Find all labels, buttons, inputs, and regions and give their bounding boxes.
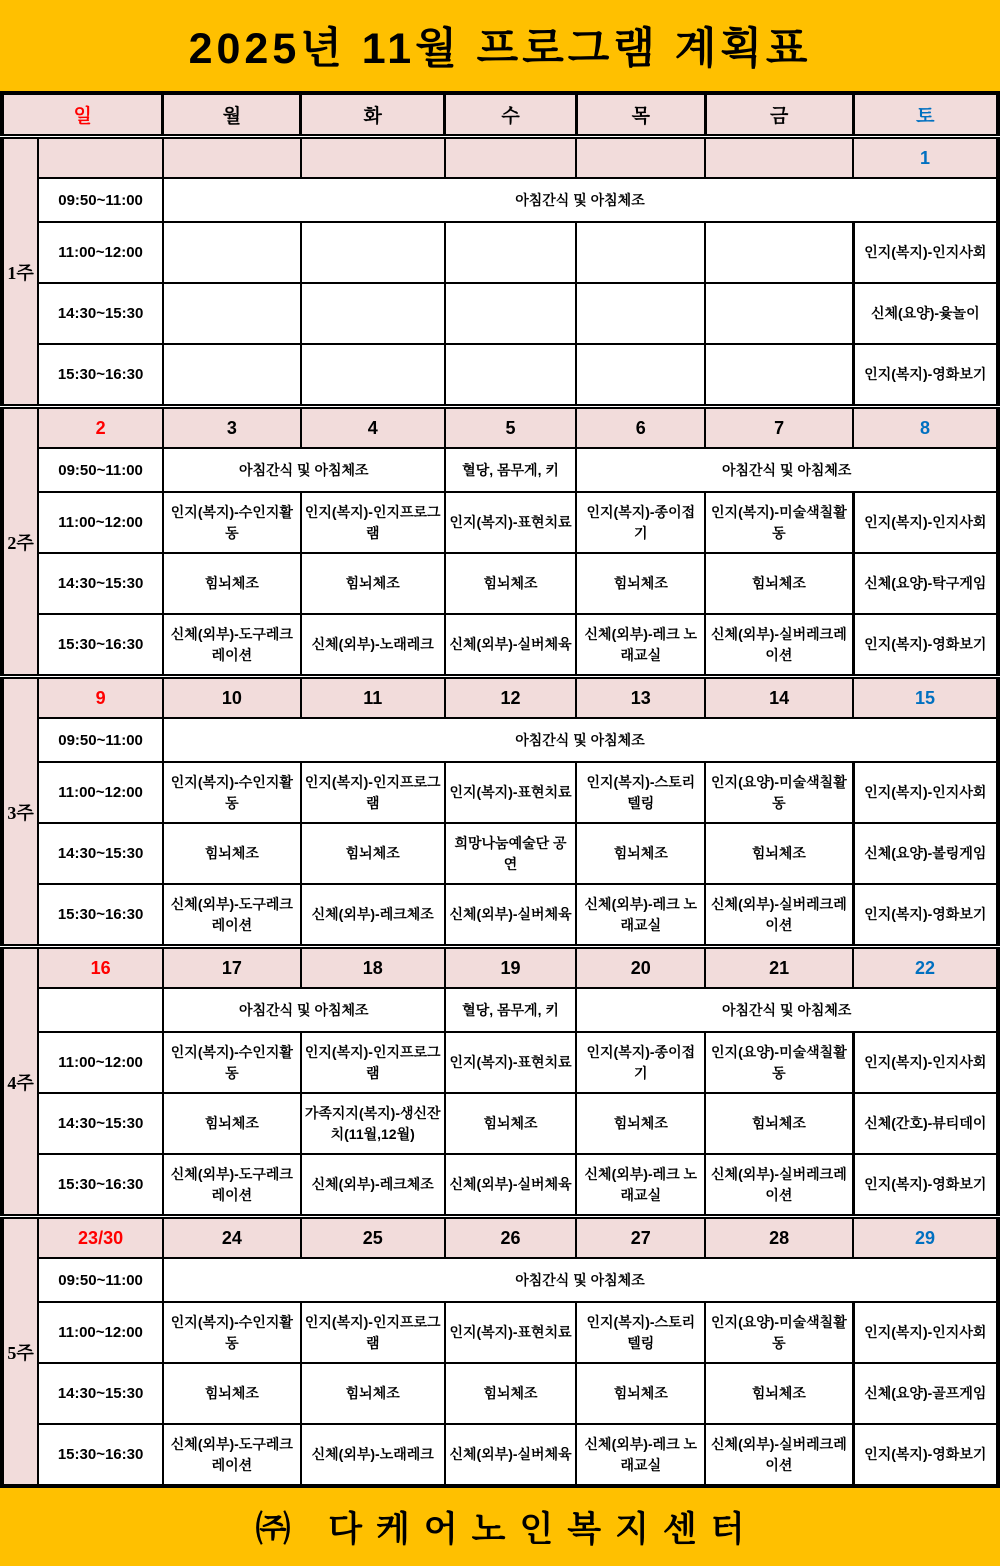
week-label: 5주 xyxy=(2,1217,38,1487)
activity-cell: 신체(외부)-노래레크 xyxy=(301,1424,445,1486)
date-cell: 23/30 xyxy=(38,1217,163,1259)
date-cell: 25 xyxy=(301,1217,445,1259)
time-cell: 15:30~16:30 xyxy=(38,884,163,947)
activity-cell: 신체(외부)-도구레크레이션 xyxy=(163,614,301,677)
activity-cell: 신체(외부)-도구레크레이션 xyxy=(163,884,301,947)
week-block-2 xyxy=(2,407,998,677)
activity-cell xyxy=(163,222,301,283)
date-cell: 6 xyxy=(576,407,705,449)
time-cell xyxy=(38,988,163,1032)
activity-cell xyxy=(301,344,445,407)
activity-cell: 힘뇌체조 xyxy=(445,1093,577,1154)
activity-cell: 인지(요양)-미술색칠활동 xyxy=(705,1032,853,1093)
activity-cell: 인지(복지)-미술색칠활동 xyxy=(705,492,853,553)
activity-cell: 신체(외부)-노래레크 xyxy=(301,614,445,677)
time-cell: 11:00~12:00 xyxy=(38,492,163,553)
activity-cell: 신체(외부)-실버체육 xyxy=(445,614,577,677)
week-block-1 xyxy=(2,137,998,407)
time-cell: 09:50~11:00 xyxy=(38,718,163,762)
activity-cell: 신체(요양)-볼링게임 xyxy=(853,823,998,884)
activity-cell xyxy=(576,344,705,407)
activity-cell: 인지(복지)-종이접기 xyxy=(576,492,705,553)
activity-cell: 힘뇌체조 xyxy=(576,1363,705,1424)
activity-cell: 인지(복지)-스토리텔링 xyxy=(576,762,705,823)
activity-cell: 인지(복지)-영화보기 xyxy=(853,344,998,407)
activity-cell: 힘뇌체조 xyxy=(301,823,445,884)
activity-cell xyxy=(301,222,445,283)
date-cell: 21 xyxy=(705,947,853,989)
activity-cell: 인지(복지)-인지사회 xyxy=(853,1032,998,1093)
date-cell: 15 xyxy=(853,677,998,719)
activity-cell: 인지(요양)-미술색칠활동 xyxy=(705,1302,853,1363)
activity-cell: 신체(외부)-레크 노래교실 xyxy=(576,614,705,677)
activity-cell: 신체(외부)-실버레크레이션 xyxy=(705,884,853,947)
activity-cell: 힘뇌체조 xyxy=(705,1093,853,1154)
activity-cell: 힘뇌체조 xyxy=(576,553,705,614)
activity-row xyxy=(2,1093,998,1154)
activity-cell: 힘뇌체조 xyxy=(705,1363,853,1424)
date-cell xyxy=(445,137,577,179)
activity-row xyxy=(2,1363,998,1424)
weekday-header-thu: 목 xyxy=(576,93,705,137)
date-cell: 22 xyxy=(853,947,998,989)
date-cell: 19 xyxy=(445,947,577,989)
morning-row xyxy=(2,178,998,222)
activity-cell: 인지(복지)-표현치료 xyxy=(445,1032,577,1093)
activity-cell: 힘뇌체조 xyxy=(163,823,301,884)
time-cell: 14:30~15:30 xyxy=(38,1093,163,1154)
morning-row xyxy=(2,988,998,1032)
date-cell: 10 xyxy=(163,677,301,719)
activity-cell: 힘뇌체조 xyxy=(163,553,301,614)
activity-cell: 아침간식 및 아침체조 xyxy=(163,448,445,492)
date-cell xyxy=(163,137,301,179)
activity-cell: 혈당, 몸무게, 키 xyxy=(445,448,577,492)
time-cell: 15:30~16:30 xyxy=(38,344,163,407)
activity-cell: 인지(복지)-영화보기 xyxy=(853,1154,998,1217)
activity-row xyxy=(2,1302,998,1363)
activity-cell: 인지(복지)-스토리텔링 xyxy=(576,1302,705,1363)
activity-row xyxy=(2,823,998,884)
weekday-header-row xyxy=(2,93,998,137)
activity-cell: 인지(복지)-수인지활동 xyxy=(163,492,301,553)
activity-row xyxy=(2,222,998,283)
time-cell: 09:50~11:00 xyxy=(38,1258,163,1302)
date-cell: 9 xyxy=(38,677,163,719)
time-cell: 11:00~12:00 xyxy=(38,762,163,823)
activity-row xyxy=(2,1424,998,1486)
activity-cell: 힘뇌체조 xyxy=(576,823,705,884)
morning-row xyxy=(2,1258,998,1302)
activity-cell xyxy=(301,283,445,344)
activity-cell: 신체(요양)-윷놀이 xyxy=(853,283,998,344)
date-cell: 26 xyxy=(445,1217,577,1259)
date-cell: 5 xyxy=(445,407,577,449)
activity-cell: 인지(복지)-인지프로그램 xyxy=(301,492,445,553)
week-label: 2주 xyxy=(2,407,38,677)
activity-cell xyxy=(163,344,301,407)
date-cell: 17 xyxy=(163,947,301,989)
activity-cell: 아침간식 및 아침체조 xyxy=(576,988,998,1032)
activity-cell: 힘뇌체조 xyxy=(163,1363,301,1424)
date-cell xyxy=(576,137,705,179)
activity-cell xyxy=(705,344,853,407)
activity-cell xyxy=(445,283,577,344)
week-label: 3주 xyxy=(2,677,38,947)
date-cell: 4 xyxy=(301,407,445,449)
week-block-5 xyxy=(2,1217,998,1487)
activity-row xyxy=(2,553,998,614)
activity-cell: 힘뇌체조 xyxy=(301,1363,445,1424)
activity-cell: 인지(복지)-인지사회 xyxy=(853,762,998,823)
date-row xyxy=(2,947,998,989)
date-cell xyxy=(301,137,445,179)
activity-cell: 인지(복지)-표현치료 xyxy=(445,762,577,823)
date-cell: 27 xyxy=(576,1217,705,1259)
activity-cell: 아침간식 및 아침체조 xyxy=(163,178,998,222)
activity-row xyxy=(2,283,998,344)
center-name: ㈜ 다케어노인복지센터 xyxy=(255,1510,759,1549)
activity-cell: 신체(외부)-레크체조 xyxy=(301,1154,445,1217)
activity-cell: 인지(복지)-인지프로그램 xyxy=(301,1032,445,1093)
activity-cell: 힘뇌체조 xyxy=(705,553,853,614)
date-cell: 3 xyxy=(163,407,301,449)
activity-row xyxy=(2,1032,998,1093)
weekday-header-tue: 화 xyxy=(301,93,445,137)
activity-cell: 인지(복지)-영화보기 xyxy=(853,884,998,947)
activity-cell: 신체(외부)-실버체육 xyxy=(445,1424,577,1486)
date-cell: 2 xyxy=(38,407,163,449)
date-cell: 7 xyxy=(705,407,853,449)
activity-cell: 인지(복지)-표현치료 xyxy=(445,1302,577,1363)
activity-cell: 인지(복지)-종이접기 xyxy=(576,1032,705,1093)
activity-cell: 인지(복지)-인지사회 xyxy=(853,222,998,283)
activity-cell: 아침간식 및 아침체조 xyxy=(163,718,998,762)
activity-row xyxy=(2,884,998,947)
time-cell: 15:30~16:30 xyxy=(38,1424,163,1486)
activity-cell: 인지(복지)-수인지활동 xyxy=(163,762,301,823)
time-cell: 15:30~16:30 xyxy=(38,614,163,677)
activity-cell xyxy=(445,344,577,407)
week-label: 4주 xyxy=(2,947,38,1217)
activity-cell xyxy=(163,283,301,344)
weekday-header-mon: 월 xyxy=(163,93,301,137)
activity-cell xyxy=(576,283,705,344)
activity-cell: 아침간식 및 아침체조 xyxy=(576,448,998,492)
activity-cell: 아침간식 및 아침체조 xyxy=(163,988,445,1032)
weekday-header-wed: 수 xyxy=(445,93,577,137)
date-cell: 12 xyxy=(445,677,577,719)
activity-cell: 신체(외부)-레크 노래교실 xyxy=(576,884,705,947)
activity-cell: 신체(외부)-도구레크레이션 xyxy=(163,1154,301,1217)
date-cell: 29 xyxy=(853,1217,998,1259)
date-cell: 20 xyxy=(576,947,705,989)
activity-cell: 힘뇌체조 xyxy=(301,553,445,614)
activity-cell: 인지(복지)-영화보기 xyxy=(853,614,998,677)
date-cell: 14 xyxy=(705,677,853,719)
activity-cell: 혈당, 몸무게, 키 xyxy=(445,988,577,1032)
activity-cell: 희망나눔예술단 공연 xyxy=(445,823,577,884)
date-cell: 8 xyxy=(853,407,998,449)
activity-cell: 인지(복지)-수인지활동 xyxy=(163,1032,301,1093)
activity-cell: 인지(요양)-미술색칠활동 xyxy=(705,762,853,823)
activity-cell: 인지(복지)-표현치료 xyxy=(445,492,577,553)
time-cell: 14:30~15:30 xyxy=(38,1363,163,1424)
page-title: 2025년 11월 프로그램 계획표 xyxy=(188,25,812,73)
activity-cell: 신체(외부)-실버레크레이션 xyxy=(705,614,853,677)
time-cell: 11:00~12:00 xyxy=(38,1302,163,1363)
date-row xyxy=(2,1217,998,1259)
date-cell xyxy=(705,137,853,179)
date-cell: 16 xyxy=(38,947,163,989)
morning-row xyxy=(2,718,998,762)
activity-row xyxy=(2,1154,998,1217)
activity-cell: 인지(복지)-영화보기 xyxy=(853,1424,998,1486)
activity-cell: 신체(외부)-도구레크레이션 xyxy=(163,1424,301,1486)
activity-cell: 인지(복지)-수인지활동 xyxy=(163,1302,301,1363)
date-cell xyxy=(38,137,163,179)
activity-cell: 인지(복지)-인지프로그램 xyxy=(301,762,445,823)
activity-cell: 신체(외부)-레크 노래교실 xyxy=(576,1424,705,1486)
activity-cell: 신체(간호)-뷰티데이 xyxy=(853,1093,998,1154)
time-cell: 09:50~11:00 xyxy=(38,178,163,222)
activity-cell: 인지(복지)-인지사회 xyxy=(853,492,998,553)
activity-row xyxy=(2,762,998,823)
activity-cell xyxy=(705,222,853,283)
date-cell: 1 xyxy=(853,137,998,179)
date-cell: 24 xyxy=(163,1217,301,1259)
activity-cell: 힘뇌체조 xyxy=(445,1363,577,1424)
activity-cell: 인지(복지)-인지사회 xyxy=(853,1302,998,1363)
activity-cell xyxy=(576,222,705,283)
activity-row xyxy=(2,344,998,407)
date-cell: 11 xyxy=(301,677,445,719)
activity-cell: 아침간식 및 아침체조 xyxy=(163,1258,998,1302)
time-cell: 15:30~16:30 xyxy=(38,1154,163,1217)
activity-row xyxy=(2,614,998,677)
activity-cell: 신체(외부)-레크 노래교실 xyxy=(576,1154,705,1217)
time-cell: 14:30~15:30 xyxy=(38,823,163,884)
time-cell: 11:00~12:00 xyxy=(38,222,163,283)
week-block-3 xyxy=(2,677,998,947)
time-cell: 14:30~15:30 xyxy=(38,283,163,344)
date-cell: 18 xyxy=(301,947,445,989)
weekday-header-fri: 금 xyxy=(705,93,853,137)
time-cell: 09:50~11:00 xyxy=(38,448,163,492)
activity-cell: 신체(외부)-실버레크레이션 xyxy=(705,1424,853,1486)
activity-cell: 신체(요양)-탁구게임 xyxy=(853,553,998,614)
activity-cell: 힘뇌체조 xyxy=(576,1093,705,1154)
activity-cell: 힘뇌체조 xyxy=(705,823,853,884)
activity-cell: 신체(외부)-실버레크레이션 xyxy=(705,1154,853,1217)
activity-cell: 힘뇌체조 xyxy=(445,553,577,614)
activity-cell: 가족지지(복지)-생신잔치(11월,12월) xyxy=(301,1093,445,1154)
weekday-header-sat: 토 xyxy=(853,93,998,137)
activity-cell xyxy=(705,283,853,344)
date-cell: 13 xyxy=(576,677,705,719)
activity-row xyxy=(2,492,998,553)
week-label: 1주 xyxy=(2,137,38,407)
date-row xyxy=(2,137,998,179)
activity-cell: 인지(복지)-인지프로그램 xyxy=(301,1302,445,1363)
activity-cell: 신체(요양)-골프게임 xyxy=(853,1363,998,1424)
date-row xyxy=(2,407,998,449)
morning-row xyxy=(2,448,998,492)
weekday-header-sun: 일 xyxy=(2,93,163,137)
activity-cell: 힘뇌체조 xyxy=(163,1093,301,1154)
time-cell: 14:30~15:30 xyxy=(38,553,163,614)
activity-cell: 신체(외부)-레크체조 xyxy=(301,884,445,947)
time-cell: 11:00~12:00 xyxy=(38,1032,163,1093)
schedule-table xyxy=(0,91,1000,1488)
activity-cell xyxy=(445,222,577,283)
week-block-4 xyxy=(2,947,998,1217)
date-cell: 28 xyxy=(705,1217,853,1259)
date-row xyxy=(2,677,998,719)
activity-cell: 신체(외부)-실버체육 xyxy=(445,884,577,947)
activity-cell: 신체(외부)-실버체육 xyxy=(445,1154,577,1217)
